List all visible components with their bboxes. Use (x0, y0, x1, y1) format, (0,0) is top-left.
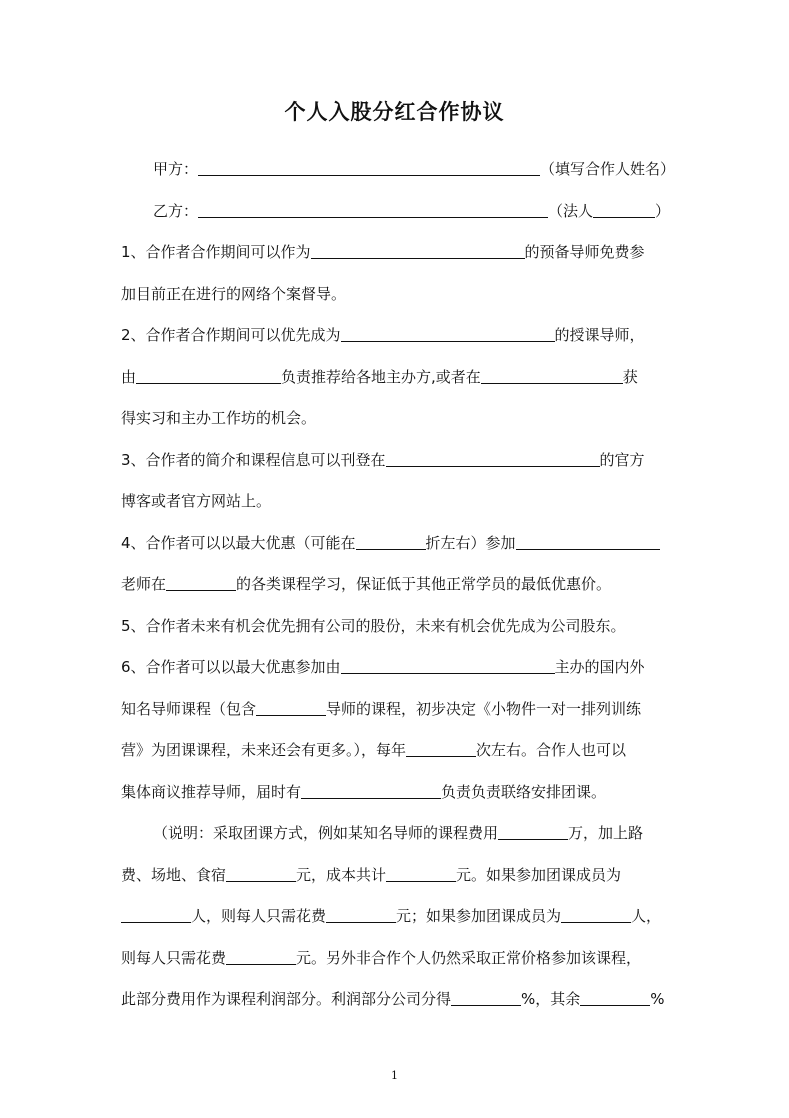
note-text-5: 元。如果参加团课成员为 (456, 866, 622, 884)
clause-1-line-1 (121, 240, 671, 264)
clause-3-blank[interactable] (386, 449, 600, 467)
clause-6-blank-4[interactable] (301, 781, 441, 799)
note-blank-3[interactable] (386, 864, 456, 882)
note-text-13: % (650, 990, 665, 1008)
clause-4-text-4: 的各类课程学习，保证低于其他正常学员的最低优惠价。 (236, 575, 612, 593)
clause-4-text-2: 折左右）参加 (425, 534, 516, 552)
clause-3-line-1 (121, 448, 671, 472)
clause-4-blank-3[interactable] (166, 573, 236, 591)
party-b-blank[interactable] (198, 200, 548, 218)
clause-3-text: 3、合作者的简介和课程信息可以刊登在 (121, 451, 386, 469)
note-blank-9[interactable] (580, 988, 650, 1006)
note-line-2 (121, 863, 671, 887)
clause-6-line-3 (121, 738, 671, 762)
clause-2-text-5: 获 (622, 368, 638, 386)
note-blank-2[interactable] (226, 864, 296, 882)
note-line-4 (121, 946, 671, 970)
page-number: 1 (391, 1069, 398, 1082)
clause-2-blank-3[interactable] (481, 366, 623, 384)
note-text-4: 元，成本共计 (296, 866, 387, 884)
page-title: 个人入股分红合作协议 (284, 99, 505, 124)
note-blank-4[interactable] (121, 905, 191, 923)
clause-2-line-1 (121, 323, 671, 347)
note-text-11: 此部分费用作为课程利润部分。利润部分公司分得 (121, 990, 452, 1008)
clause-5-text: 5、合作者未来有机会优先拥有公司的股份，未来有机会优先成为公司股东。 (121, 617, 626, 635)
note-blank-6[interactable] (561, 905, 631, 923)
note-text-10: 元。另外非合作个人仍然采取正常价格参加该课程， (296, 949, 642, 967)
clause-6-text-6: 次左右。合作人也可以 (476, 741, 627, 759)
clause-3-text-3: 博客或者官方网站上。 (121, 492, 272, 510)
clause-4-blank-2[interactable] (516, 532, 660, 550)
clause-6-text-7: 集体商议推荐导师，届时有 (121, 783, 302, 801)
note-text-2: 万，加上路 (568, 824, 644, 842)
note-text-3: 费、场地、食宿 (121, 866, 227, 884)
clause-4-line-1 (121, 531, 671, 555)
clause-1-text-2: 的预备导师免费参 (524, 243, 645, 261)
clause-6-blank-1[interactable] (341, 656, 555, 674)
note-blank-5[interactable] (326, 905, 396, 923)
clause-4-text-3: 老师在 (121, 575, 167, 593)
clause-1-text: 1、合作者合作期间可以作为 (121, 243, 311, 261)
note-line-1 (121, 821, 671, 845)
clause-2-text-3: 由 (121, 368, 137, 386)
clause-1-blank[interactable] (311, 241, 525, 259)
note-text-9: 则每人只需花费 (121, 949, 227, 967)
party-b-note-close: ） (655, 202, 671, 220)
clause-3-text-2: 的官方 (599, 451, 645, 469)
note-text-6: 人，则每人只需花费 (191, 907, 327, 925)
clause-2-text-6: 得实习和主办工作坊的机会。 (121, 409, 317, 427)
party-b-label: 乙方： (153, 202, 199, 220)
party-a-blank[interactable] (198, 158, 540, 176)
party-a-note: （填写合作人姓名） (540, 160, 676, 178)
clause-2-text-4: 负责推荐给各地主办方,或者在 (281, 368, 481, 386)
note-blank-7[interactable] (226, 947, 296, 965)
note-line-3 (121, 904, 671, 928)
note-text-7: 元；如果参加团课成员为 (396, 907, 562, 925)
party-b-line (121, 199, 671, 223)
clause-5-line-1 (121, 614, 671, 638)
note-text-8: 人， (631, 907, 662, 925)
clause-6-line-4 (121, 780, 671, 804)
clause-2-blank-1[interactable] (341, 324, 555, 342)
clause-2-blank-2[interactable] (136, 366, 281, 384)
clause-4-line-2 (121, 572, 671, 596)
clause-6-blank-3[interactable] (406, 739, 476, 757)
clause-4-blank-1[interactable] (356, 532, 426, 550)
clause-6-blank-2[interactable] (256, 698, 326, 716)
party-b-legal-person-blank[interactable] (593, 200, 655, 218)
clause-6-text-2: 主办的国内外 (554, 658, 645, 676)
clause-6-text-4: 导师的课程，初步决定《小物件一对一排列训练 (326, 700, 642, 718)
clause-2-line-2 (121, 365, 671, 389)
note-blank-1[interactable] (498, 822, 568, 840)
party-b-note-open: （法人 (548, 202, 594, 220)
clause-6-text-5: 营》为团课课程，未来还会有更多。），每年 (121, 741, 407, 759)
clause-2-text: 2、合作者合作期间可以优先成为 (121, 326, 341, 344)
clause-6-text: 6、合作者可以以最大优惠参加由 (121, 658, 341, 676)
clause-4-text: 4、合作者可以以最大优惠（可能在 (121, 534, 356, 552)
note-text-12: %，其余 (521, 990, 581, 1008)
party-a-line (121, 157, 676, 181)
note-line-5 (121, 987, 671, 1011)
note-text: （说明：采取团课方式，例如某知名导师的课程费用 (153, 824, 499, 842)
clause-1-text-3: 加目前正在进行的网络个案督导。 (121, 285, 347, 303)
note-blank-8[interactable] (451, 988, 521, 1006)
clause-2-line-3 (121, 406, 671, 430)
clause-2-text-2: 的授课导师， (554, 326, 645, 344)
clause-6-line-2 (121, 697, 671, 721)
clause-6-line-1 (121, 655, 671, 679)
party-a-label: 甲方： (153, 160, 199, 178)
clause-1-line-2 (121, 282, 671, 306)
clause-3-line-2 (121, 489, 671, 513)
clause-6-text-8: 负责负责联络安排团课。 (441, 783, 607, 801)
clause-6-text-3: 知名导师课程（包含 (121, 700, 257, 718)
